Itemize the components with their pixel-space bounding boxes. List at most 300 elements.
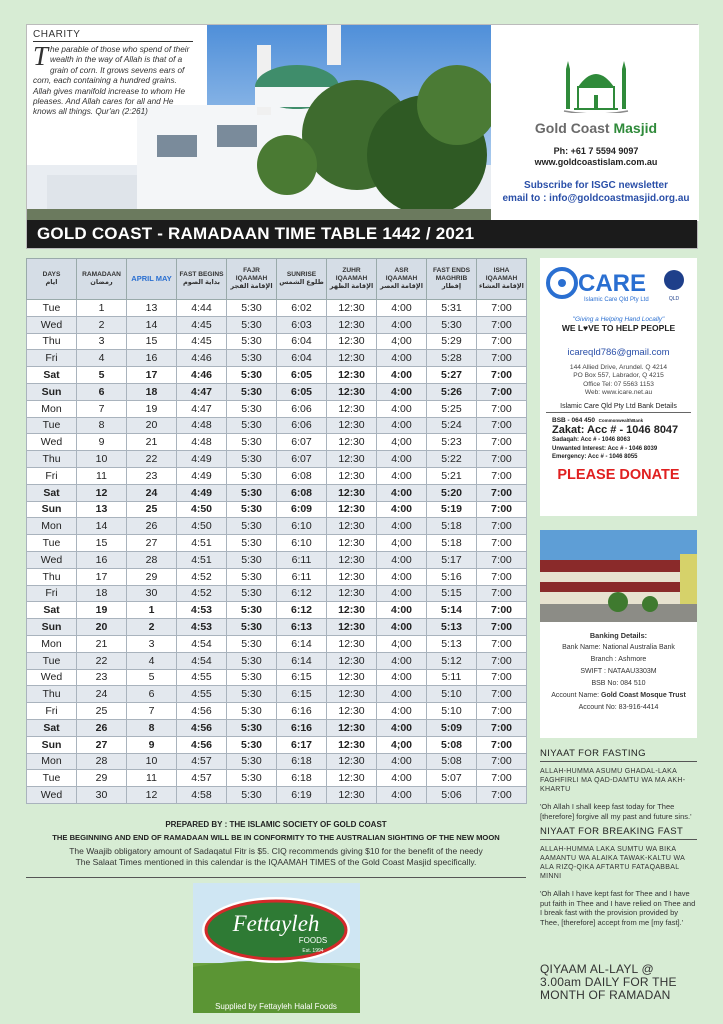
table-cell: 12:30 (327, 619, 377, 636)
table-cell: 5:08 (427, 736, 477, 753)
charity-title: CHARITY (33, 29, 193, 42)
table-cell: 5:23 (427, 434, 477, 451)
table-cell: 30 (77, 787, 127, 804)
table-cell: 15 (127, 333, 177, 350)
table-cell: 17 (77, 568, 127, 585)
table-cell: 4;00 (377, 736, 427, 753)
table-cell: 12:30 (327, 484, 377, 501)
table-cell: 5:29 (427, 333, 477, 350)
table-cell: 6:16 (277, 703, 327, 720)
table-cell: 7:00 (477, 451, 527, 468)
table-cell: Thu (27, 568, 77, 585)
table-cell: 19 (127, 400, 177, 417)
table-cell: 4:00 (377, 316, 427, 333)
table-cell: 5:30 (227, 316, 277, 333)
column-header: FAST ENDS MAGHRIB إفطار (427, 259, 477, 300)
icare-love: WE L♥VE TO HELP PEOPLE (561, 323, 676, 333)
table-cell: 4:50 (177, 518, 227, 535)
table-cell: 6:11 (277, 568, 327, 585)
table-cell: 1 (127, 602, 177, 619)
table-cell: 12:30 (327, 770, 377, 787)
conformity-note: THE BEGINNING AND END OF RAMADAAN WILL BE IN CONFORMITY TO THE AUSTRALIAN SIGHTING OF THE NEW MOON (52, 833, 500, 842)
table-cell: 6 (127, 686, 177, 703)
table-cell: 12:30 (327, 518, 377, 535)
table-row (27, 417, 527, 434)
table-cell: 2 (77, 316, 127, 333)
table-cell: 27 (77, 736, 127, 753)
table-cell: 5:30 (227, 551, 277, 568)
table-cell: 3 (127, 635, 177, 652)
table-cell: 6:06 (277, 417, 327, 434)
table-cell: 5:30 (227, 568, 277, 585)
table-cell: 7:00 (477, 316, 527, 333)
table-cell: 5:13 (427, 635, 477, 652)
qiyaam-notice: QIYAAM AL-LAYL @ 3.00am DAILY FOR THE MONTH OF RAMADAN (540, 962, 677, 1002)
table-cell: 7:00 (477, 400, 527, 417)
icare-zakat: Zakat: Acc # - 1046 8047 (552, 424, 679, 437)
table-cell: 7:00 (477, 501, 527, 518)
masjid-brand-panel (493, 25, 699, 221)
icare-bsb: BSB - 064 450 CommonwealthBank (552, 417, 644, 425)
table-cell: 16 (77, 551, 127, 568)
table-cell: 2 (127, 619, 177, 636)
table-cell: Tue (27, 300, 77, 317)
table-cell: 12:30 (327, 669, 377, 686)
table-cell: 25 (77, 703, 127, 720)
table-row (27, 333, 527, 350)
table-cell: 5:11 (427, 669, 477, 686)
table-cell: 4:00 (377, 753, 427, 770)
table-cell: 4:56 (177, 703, 227, 720)
table-cell: 5:30 (227, 501, 277, 518)
table-cell: 8 (127, 719, 177, 736)
table-cell: 6:13 (277, 619, 327, 636)
table-cell: 5:24 (427, 417, 477, 434)
table-cell: 5:30 (227, 535, 277, 552)
table-cell: 4:00 (377, 619, 427, 636)
masjid-logo-icon (493, 55, 699, 118)
table-cell: 6:05 (277, 383, 327, 400)
table-cell: 12:30 (327, 736, 377, 753)
table-cell: 7:00 (477, 753, 527, 770)
niyaat-fasting: NIYAAT FOR FASTING ALLAH-HUMMA ASUMU GHADAL-LAKA FAGHFIRLI MA QAD-DAMTU WA MA AKH-KHARTU 'Oh Allah I shall keep fast today for Thee [therefore] forgive all my past and future sins.' (540, 748, 697, 821)
table-cell: 4:44 (177, 300, 227, 317)
table-cell: 5:20 (427, 484, 477, 501)
table-cell: 7:00 (477, 367, 527, 384)
table-cell: 5:30 (227, 417, 277, 434)
table-cell: 12:30 (327, 568, 377, 585)
table-cell: 4:55 (177, 686, 227, 703)
table-cell: 4:00 (377, 467, 427, 484)
table-cell: 5:30 (227, 719, 277, 736)
table-cell: 4:51 (177, 551, 227, 568)
table-cell: Sat (27, 484, 77, 501)
table-cell: 5:30 (227, 753, 277, 770)
table-cell: 7:00 (477, 619, 527, 636)
table-cell: 13 (127, 300, 177, 317)
table-cell: Sat (27, 367, 77, 384)
table-cell: 5:13 (427, 619, 477, 636)
table-cell: 12:30 (327, 602, 377, 619)
table-cell: 6:06 (277, 400, 327, 417)
icare-logo-sub: Islamic Care Qld Pty Ltd (584, 297, 649, 303)
table-cell: 5:30 (427, 316, 477, 333)
column-header: ZUHR IQAAMAH الإقامة الظهر (327, 259, 377, 300)
table-cell: 5:10 (427, 703, 477, 720)
table-cell: 5:14 (427, 602, 477, 619)
icare-logo-text: CARE (578, 270, 647, 297)
table-cell: 6:07 (277, 434, 327, 451)
table-cell: Sat (27, 719, 77, 736)
table-cell: 12:30 (327, 367, 377, 384)
table-row (27, 703, 527, 720)
table-cell: 5 (127, 669, 177, 686)
table-cell: 12:30 (327, 585, 377, 602)
table-cell: 7:00 (477, 770, 527, 787)
table-row (27, 719, 527, 736)
table-cell: 12:30 (327, 686, 377, 703)
table-cell: 7:00 (477, 602, 527, 619)
table-cell: Wed (27, 551, 77, 568)
table-cell: 5:30 (227, 400, 277, 417)
sponsor-sub: FOODS (298, 936, 328, 945)
table-cell: 30 (127, 585, 177, 602)
table-cell: Sun (27, 619, 77, 636)
table-cell: 5:12 (427, 652, 477, 669)
table-cell: 7:00 (477, 417, 527, 434)
table-cell: 4:50 (177, 501, 227, 518)
table-cell: 4:53 (177, 619, 227, 636)
table-cell: 7:00 (477, 669, 527, 686)
table-cell: 4:00 (377, 568, 427, 585)
table-cell: 12 (127, 787, 177, 804)
table-row (27, 501, 527, 518)
table-cell: 4;00 (377, 333, 427, 350)
table-cell: 4:57 (177, 753, 227, 770)
table-cell: 4:55 (177, 669, 227, 686)
table-cell: 12:30 (327, 417, 377, 434)
column-header: ISHA IQAAMAH الإقامة العشاء (477, 259, 527, 300)
table-cell: 7:00 (477, 568, 527, 585)
table-cell: 7:00 (477, 434, 527, 451)
table-cell: 5:15 (427, 585, 477, 602)
niyaat-breaking-fast: NIYAAT FOR BREAKING FAST ALLAH-HUMMA LAKA SUMTU WA BIKA AAMANTU WA ALAIKA TAWAK-KALTU WA ALA RIZQ-QIKA AFTARTU FATAQABBAL MINNI 'Oh Allah I have kept fast for Thee and I have put faith in Thee and I have relied on Thee and I break fast with the provision provided by Thee, [therefore] accept from me [my fast].' (540, 826, 696, 927)
table-cell: 4:00 (377, 770, 427, 787)
sponsor-name: Fettayleh (232, 911, 320, 936)
table-cell: 4 (77, 350, 127, 367)
table-cell: 12:30 (327, 501, 377, 518)
table-cell: 12:30 (327, 719, 377, 736)
table-cell: 11 (127, 770, 177, 787)
table-cell: 5:30 (227, 686, 277, 703)
divider (26, 877, 526, 878)
table-cell: 4:00 (377, 300, 427, 317)
table-cell: 4:00 (377, 719, 427, 736)
table-cell: 7:00 (477, 736, 527, 753)
table-row (27, 736, 527, 753)
table-cell: 12:30 (327, 316, 377, 333)
table-cell: 22 (77, 652, 127, 669)
table-cell: 6 (77, 383, 127, 400)
table-cell: 14 (127, 316, 177, 333)
table-cell: 4:48 (177, 417, 227, 434)
column-header: RAMADAAN رمضان (77, 259, 127, 300)
table-cell: 5:28 (427, 350, 477, 367)
table-cell: 5:16 (427, 568, 477, 585)
table-row (27, 602, 527, 619)
table-cell: 6:07 (277, 451, 327, 468)
table-cell: 20 (77, 619, 127, 636)
table-cell: 4:00 (377, 417, 427, 434)
column-header: APRIL MAY (127, 259, 177, 300)
table-cell: 12:30 (327, 703, 377, 720)
table-cell: 5:10 (427, 686, 477, 703)
table-cell: 4:46 (177, 350, 227, 367)
table-cell: 7 (127, 703, 177, 720)
table-row (27, 753, 527, 770)
commonwealth-bank-logo: CommonwealthBank (598, 418, 644, 424)
table-cell: 4:00 (377, 350, 427, 367)
table-cell: 5:31 (427, 300, 477, 317)
table-cell: 7:00 (477, 703, 527, 720)
table-cell: 12:30 (327, 451, 377, 468)
table-cell: 6:05 (277, 367, 327, 384)
charity-quote (33, 29, 193, 118)
table-cell: 5:30 (227, 367, 277, 384)
table-cell: 6:18 (277, 770, 327, 787)
table-cell: 26 (127, 518, 177, 535)
table-cell: 5:30 (227, 484, 277, 501)
table-cell: Sat (27, 602, 77, 619)
table-cell: 4:57 (177, 770, 227, 787)
table-cell: 5:30 (227, 300, 277, 317)
table-cell: Wed (27, 316, 77, 333)
table-cell: 4:52 (177, 585, 227, 602)
table-cell: 5:22 (427, 451, 477, 468)
table-cell: 5:27 (427, 367, 477, 384)
table-cell: 4:00 (377, 703, 427, 720)
table-row (27, 669, 527, 686)
table-cell: 6:02 (277, 300, 327, 317)
table-cell: Fri (27, 467, 77, 484)
table-cell: 11 (77, 467, 127, 484)
icare-address: 144 Allied Drive, Arundel. Q 4214 PO Box 557, Labrador, Q 4215 Office Tel: 07 5563 1153 Web: www.icare.net.au (569, 364, 668, 396)
icare-email[interactable]: icareqld786@gmail.com (567, 347, 670, 358)
table-cell: Mon (27, 753, 77, 770)
page-title: GOLD COAST - RAMADAAN TIME TABLE 1442 / 2021 (27, 220, 697, 248)
table-cell: 12:30 (327, 753, 377, 770)
table-row (27, 383, 527, 400)
table-cell: 5:30 (227, 518, 277, 535)
table-cell: 5:30 (227, 703, 277, 720)
table-cell: 4:47 (177, 400, 227, 417)
newsletter-email[interactable]: email to : info@goldcoastmasjid.org.au (502, 193, 690, 204)
table-cell: 4;00 (377, 434, 427, 451)
table-cell: 12:30 (327, 400, 377, 417)
icare-tagline: "Giving a Helping Hand Locally" (572, 316, 665, 323)
table-cell: 12 (77, 484, 127, 501)
table-cell: Wed (27, 669, 77, 686)
table-row (27, 518, 527, 535)
table-cell: Wed (27, 787, 77, 804)
table-cell: 12:30 (327, 787, 377, 804)
table-cell: 5:09 (427, 719, 477, 736)
table-cell: 4:00 (377, 484, 427, 501)
table-cell: 29 (127, 568, 177, 585)
table-cell: 10 (77, 451, 127, 468)
table-cell: 5:30 (227, 787, 277, 804)
table-cell: Mon (27, 635, 77, 652)
table-cell: 7:00 (477, 652, 527, 669)
table-cell: 4:00 (377, 383, 427, 400)
table-row (27, 652, 527, 669)
table-cell: 24 (127, 484, 177, 501)
prepared-by: PREPARED BY : THE ISLAMIC SOCIETY OF GOLD COAST (165, 820, 387, 829)
table-cell: 12:30 (327, 333, 377, 350)
table-cell: 6:14 (277, 652, 327, 669)
table-row (27, 770, 527, 787)
masjid-website[interactable]: www.goldcoastislam.com.au (534, 157, 658, 167)
table-row (27, 367, 527, 384)
table-cell: 6:03 (277, 316, 327, 333)
header-banner (26, 24, 698, 249)
table-cell: 4;00 (377, 635, 427, 652)
table-cell: Tue (27, 652, 77, 669)
icare-ad: CARE Islamic Care Qld Pty Ltd QLD "Giving a Helping Hand Locally" WE L♥VE TO HELP PEOPLE icareqld786@gmail.com 144 Allied Drive, Arundel. Q 4214 PO Box 557, Labrador, Q 4215 Office Tel: 07 5563 1153 Web: www.icare.net.au Islamic Care Qld Pty Ltd Bank Details BSB - 064 450 CommonwealthBank Zakat: Acc # - 1046 8047 Sadaqah: Acc # - 1046 8063 Unwanted Interest: Acc # - 1046 8039 Emergency: Acc # - 1046 8055 PLEASE DONATE (540, 258, 697, 516)
column-header: SUNRISE طلوع الشمس (277, 259, 327, 300)
table-cell: 7:00 (477, 635, 527, 652)
table-cell: 4;00 (377, 535, 427, 552)
table-body (27, 300, 527, 804)
table-cell: 6:12 (277, 585, 327, 602)
sadaqatul-note: The Waajib obligatory amount of Sadaqatul Fitr is $5. CIQ recommends giving $10 for the benefit of the needy (69, 846, 483, 856)
table-cell: 6:17 (277, 736, 327, 753)
sponsor-tagline: Supplied by Fettayleh Halal Foods (215, 1002, 337, 1011)
table-cell: 12:30 (327, 434, 377, 451)
table-cell: 9 (127, 736, 177, 753)
masjid-phone: Ph: +61 7 5594 9097 (553, 146, 639, 156)
qld-badge: QLD (668, 296, 680, 302)
table-cell: 4:00 (377, 451, 427, 468)
table-cell: 6:10 (277, 518, 327, 535)
table-cell: 4:00 (377, 669, 427, 686)
table-cell: 6:18 (277, 753, 327, 770)
table-cell: 5 (77, 367, 127, 384)
table-cell: 6:19 (277, 787, 327, 804)
table-cell: 12:30 (327, 635, 377, 652)
table-cell: 5:21 (427, 467, 477, 484)
table-cell: 5:08 (427, 753, 477, 770)
table-cell: 5:30 (227, 736, 277, 753)
table-cell: 29 (77, 770, 127, 787)
table-cell: 7:00 (477, 300, 527, 317)
charity-dropcap: T (33, 41, 49, 71)
table-cell: 12:30 (327, 350, 377, 367)
table-cell: Sun (27, 736, 77, 753)
table-cell: Sun (27, 501, 77, 518)
table-cell: 4:00 (377, 787, 427, 804)
table-cell: 12:30 (327, 467, 377, 484)
table-cell: 21 (77, 635, 127, 652)
table-cell: Sun (27, 383, 77, 400)
table-cell: 23 (77, 669, 127, 686)
table-cell: 6:04 (277, 350, 327, 367)
table-cell: 13 (77, 501, 127, 518)
sponsor-ad (193, 883, 360, 1013)
table-cell: 12:30 (327, 535, 377, 552)
table-cell: 5:06 (427, 787, 477, 804)
table-cell: 5:17 (427, 551, 477, 568)
table-cell: 7:00 (477, 535, 527, 552)
table-row (27, 484, 527, 501)
table-cell: 7:00 (477, 686, 527, 703)
table-cell: Mon (27, 400, 77, 417)
table-cell: 27 (127, 535, 177, 552)
sponsor-est: Est. 1994 (302, 948, 324, 954)
column-header: ASR IQAAMAH الإقامة العصر (377, 259, 427, 300)
table-cell: 6:08 (277, 484, 327, 501)
table-cell: 5:25 (427, 400, 477, 417)
table-cell: 4:00 (377, 518, 427, 535)
table-cell: 7:00 (477, 551, 527, 568)
charity-text: he parable of those who spend of their wealth in the way of Allah is that of a grain of corn. It grows sevens ears of corn, each containing a hundred grains. Allah gives manifold increase to whom He pleases. And Allah cares for all and He knows all things. Qur'an (2:261) (33, 45, 190, 117)
table-cell: 4:00 (377, 585, 427, 602)
table-cell: 5:30 (227, 669, 277, 686)
table-cell: 18 (127, 383, 177, 400)
table-cell: 8 (77, 417, 127, 434)
donate-callout: PLEASE DONATE (557, 466, 680, 483)
table-cell: 6:09 (277, 501, 327, 518)
table-cell: Tue (27, 417, 77, 434)
table-cell: 7 (77, 400, 127, 417)
table-cell: 16 (127, 350, 177, 367)
table-cell: 26 (77, 719, 127, 736)
table-cell: 28 (77, 753, 127, 770)
table-cell: 12:30 (327, 652, 377, 669)
table-cell: 4:00 (377, 400, 427, 417)
table-row (27, 585, 527, 602)
table-cell: 5:30 (227, 333, 277, 350)
table-row (27, 535, 527, 552)
table-cell: 24 (77, 686, 127, 703)
table-cell: 6:15 (277, 686, 327, 703)
table-cell: 4:49 (177, 467, 227, 484)
table-cell: Fri (27, 350, 77, 367)
table-cell: 23 (127, 467, 177, 484)
table-cell: Thu (27, 333, 77, 350)
table-cell: 5:30 (227, 635, 277, 652)
footer-notes (26, 820, 526, 868)
table-cell: 9 (77, 434, 127, 451)
table-cell: 5:18 (427, 518, 477, 535)
table-cell: 7:00 (477, 467, 527, 484)
salaat-note: The Salaat Times mentioned in this calendar is the IQAAMAH TIMES of the Gold Coast Masjid specifically. (75, 857, 477, 867)
table-row (27, 434, 527, 451)
table-cell: Tue (27, 535, 77, 552)
table-row (27, 400, 527, 417)
table-cell: Thu (27, 451, 77, 468)
table-cell: 5:30 (227, 451, 277, 468)
table-cell: 5:30 (227, 585, 277, 602)
table-cell: 5:30 (227, 770, 277, 787)
table-cell: 5:26 (427, 383, 477, 400)
table-cell: 7:00 (477, 350, 527, 367)
table-cell: 14 (77, 518, 127, 535)
banking-details: Banking Details: Bank Name: National Australia Bank Branch : Ashmore SWIFT : NATAAU3303M BSB No: 084 510 Account Name: Gold Coast Mosque Trust Account No: 83-916-4414 (540, 622, 697, 738)
table-cell: 4:49 (177, 451, 227, 468)
table-cell: 7:00 (477, 585, 527, 602)
table-cell: 6:04 (277, 333, 327, 350)
